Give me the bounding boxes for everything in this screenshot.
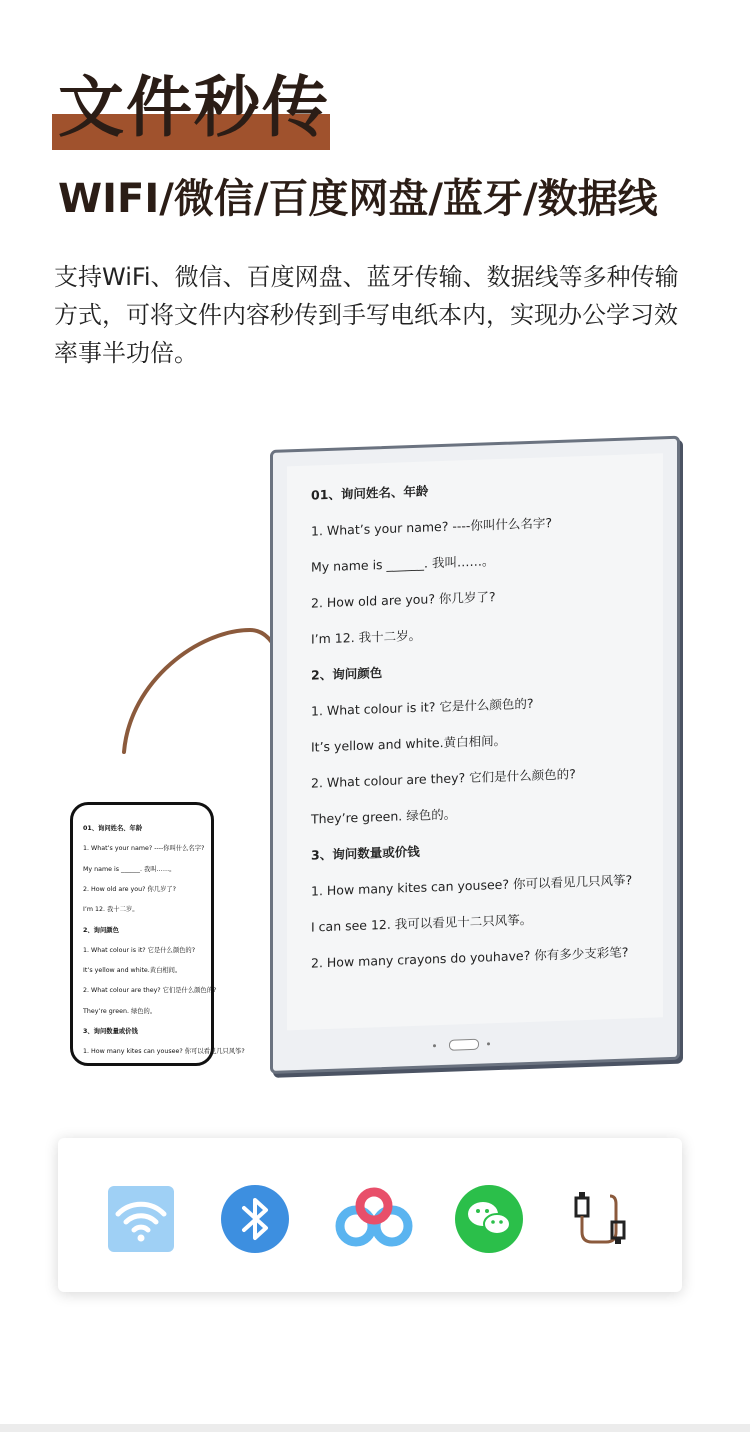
doc-line: 1. What’s your name? ----你叫什么名字? xyxy=(311,515,553,539)
sensor-dot xyxy=(487,1042,490,1045)
doc-heading: 01、询问姓名、年龄 xyxy=(311,483,429,503)
doc-heading: 2、询问颜色 xyxy=(311,665,383,683)
phone-doc-heading: 3、询问数量或价钱 xyxy=(83,1028,138,1035)
phone-doc-line: 1. What colour is it? 它是什么颜色的? xyxy=(83,946,196,954)
phone-doc-line: 2. What colour are they? 它们是什么颜色的? xyxy=(83,987,217,995)
bottom-divider xyxy=(0,1424,750,1432)
doc-line: 1. What colour is it? 它是什么颜色的? xyxy=(311,695,534,719)
transfer-methods-card xyxy=(58,1138,682,1292)
wifi-icon[interactable] xyxy=(106,1184,176,1254)
phone-doc-line: 2. How old are you? 你几岁了? xyxy=(83,885,176,893)
sensor-dot xyxy=(433,1044,436,1047)
doc-line: They’re green. 绿色的。 xyxy=(311,806,457,827)
phone-doc-heading: 2、询问颜色 xyxy=(83,926,119,934)
bluetooth-icon[interactable] xyxy=(220,1184,290,1254)
phone-doc-line: 1. How many kites can yousee? 你可以看见几只风筝? xyxy=(83,1048,245,1056)
page-subtitle: WIFI/微信/百度网盘/蓝牙/数据线 xyxy=(58,176,658,222)
doc-line: 1. How many kites can yousee? 你可以看见几只风筝? xyxy=(311,872,633,899)
doc-line: 2. How many crayons do youhave? 你有多少支彩笔? xyxy=(311,944,629,971)
doc-line: I’m 12. 我十二岁。 xyxy=(311,627,422,647)
usb-cable-icon[interactable] xyxy=(566,1184,636,1254)
e-ink-tablet xyxy=(270,436,680,1074)
phone-doc-line: 1. What’s your name? ----你叫什么名字? xyxy=(83,845,205,853)
phone-doc-line: My name is ______. 我叫……。 xyxy=(83,865,176,873)
phone-doc-line: It’s yellow and white.黄白相间。 xyxy=(83,967,182,975)
doc-line: 2. How old are you? 你几岁了? xyxy=(311,589,496,611)
doc-line: It’s yellow and white.黄白相间。 xyxy=(311,732,507,755)
feature-description: 支持WiFi、微信、百度网盘、蓝牙传输、数据线等多种传输方式，可将文件内容秒传到手写电纸本内，实现办公学习效率事半功倍。 xyxy=(54,263,679,367)
home-button[interactable] xyxy=(449,1039,479,1051)
doc-line: My name is ______. 我叫……。 xyxy=(311,553,495,575)
wechat-icon[interactable] xyxy=(454,1184,524,1254)
baidu-netdisk-icon[interactable] xyxy=(334,1184,414,1254)
tablet-screen xyxy=(287,453,663,1030)
doc-heading: 3、询问数量或价钱 xyxy=(311,843,420,863)
phone xyxy=(70,802,245,1066)
phone-doc-line: They’re green. 绿色的。 xyxy=(83,1007,157,1015)
page-title: 文件秒传 xyxy=(58,69,330,146)
phone-doc-line: I’m 12. 我十二岁。 xyxy=(83,906,139,914)
doc-line: I can see 12. 我可以看见十二只风筝。 xyxy=(311,911,533,935)
doc-line: 2. What colour are they? 它们是什么颜色的? xyxy=(311,766,576,791)
phone-doc-heading: 01、询问姓名、年龄 xyxy=(83,825,143,832)
